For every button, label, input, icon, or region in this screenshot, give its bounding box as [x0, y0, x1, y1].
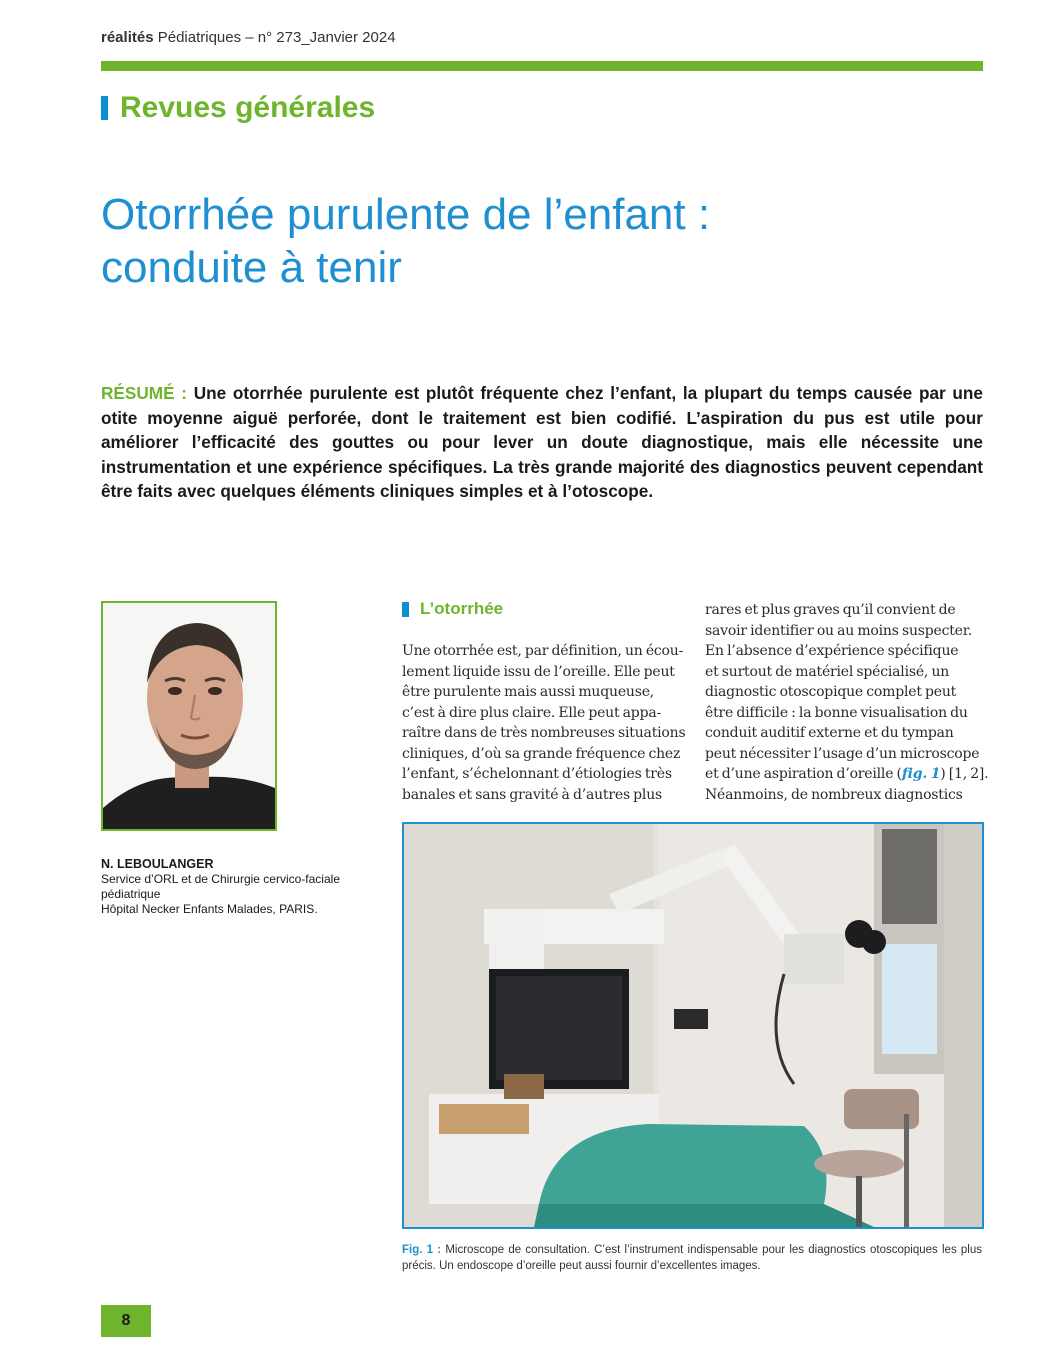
- article-title: [101, 188, 981, 294]
- body-line: diagnostic otoscopique complet peut: [705, 684, 957, 700]
- journal-brand: réalités: [101, 29, 154, 46]
- body-line: banales et sans gravité à d’autres plus: [402, 786, 663, 803]
- figure-reference[interactable]: fig. 1: [901, 766, 941, 782]
- summary: [101, 381, 983, 504]
- summary-label: RÉSUMÉ :: [101, 383, 187, 403]
- body-column-1: [402, 641, 686, 805]
- body-line: Une otorrhée est, par définition, un écou-: [402, 643, 684, 659]
- body-line: rares et plus graves qu’il convient de: [705, 602, 956, 618]
- article-title-line2: conduite à tenir: [101, 243, 402, 292]
- body-line-with-figure-ref: [705, 764, 989, 785]
- page-number: 8: [101, 1305, 151, 1337]
- body-text: ) [1, 2].: [940, 766, 989, 782]
- body-line: Néanmoins, de nombreux diagnostics: [705, 786, 963, 803]
- body-line: lement liquide issu de l’oreille. Elle peut: [402, 663, 675, 680]
- section-label: [101, 92, 375, 124]
- section-title: Revues générales: [120, 91, 376, 124]
- body-line: conduit auditif externe et du tympan: [705, 725, 954, 741]
- figure-caption-label: Fig. 1 :: [402, 1244, 442, 1256]
- section-marker: [101, 96, 108, 120]
- author-portrait-image: [103, 603, 275, 829]
- figure-caption: [402, 1243, 982, 1274]
- body-text: et d’une aspiration d’oreille (: [705, 766, 902, 782]
- subsection-heading: [402, 599, 503, 619]
- body-line: être purulente mais aussi muqueuse,: [402, 684, 655, 700]
- author-photo: [101, 601, 277, 831]
- author-name: N. LEBOULANGER: [101, 857, 214, 871]
- body-line: cliniques, d’où sa grande fréquence chez: [402, 745, 681, 762]
- header-rule: [101, 61, 983, 71]
- body-line: peut nécessiter l’usage d’un microscope: [705, 745, 980, 762]
- body-line: et surtout de matériel spécialisé, un: [705, 663, 950, 680]
- subsection-title: L’otorrhée: [420, 599, 504, 618]
- body-line: c’est à dire plus claire. Elle peut appa-: [402, 704, 662, 721]
- body-line: être difficile : la bonne visualisation du: [705, 704, 968, 721]
- body-line: En l’absence d’expérience spécifique: [705, 643, 959, 659]
- author-block: [101, 857, 361, 917]
- article-title-line1: Otorrhée purulente de l’enfant :: [101, 190, 711, 239]
- figure-1-photo: [402, 822, 984, 1229]
- body-line: raître dans de très nombreuses situations: [402, 725, 686, 741]
- microscope-room-image: [404, 824, 982, 1227]
- body-line: l’enfant, s’échelonnant d’étiologies très: [402, 766, 672, 782]
- subsection-marker: [402, 602, 409, 617]
- author-affiliation-service: Service d’ORL et de Chirurgie cervico-faciale pédiatrique: [101, 872, 340, 901]
- running-header: [101, 29, 396, 46]
- body-column-2: [705, 600, 989, 805]
- author-affiliation-hospital: Hôpital Necker Enfants Malades, PARIS.: [101, 902, 318, 916]
- figure-caption-text: Microscope de consultation. C’est l’instrument indispensable pour les diagnostics otoscopiques les plus précis. Un endoscope d’oreille peut aussi fournir d’excellentes images.: [402, 1244, 983, 1272]
- journal-issue: Pédiatriques – n° 273_Janvier 2024: [157, 29, 396, 46]
- body-line: savoir identifier ou au moins suspecter.: [705, 622, 972, 639]
- summary-text: Une otorrhée purulente est plutôt fréquente chez l’enfant, la plupart du temps causée par une otite moyenne aiguë perforée, dont le traitement est bien codifié. L’aspiration du pus est utile pour améliorer l’efficacité des gouttes ou pour lever un doute diagnostique, mais elle nécessite une instrumentation et une expérience spécifiques. La très grande majorité des diagnostics peuvent cependant être faits avec quelques éléments cliniques simples et à l’otoscope.: [101, 383, 983, 502]
